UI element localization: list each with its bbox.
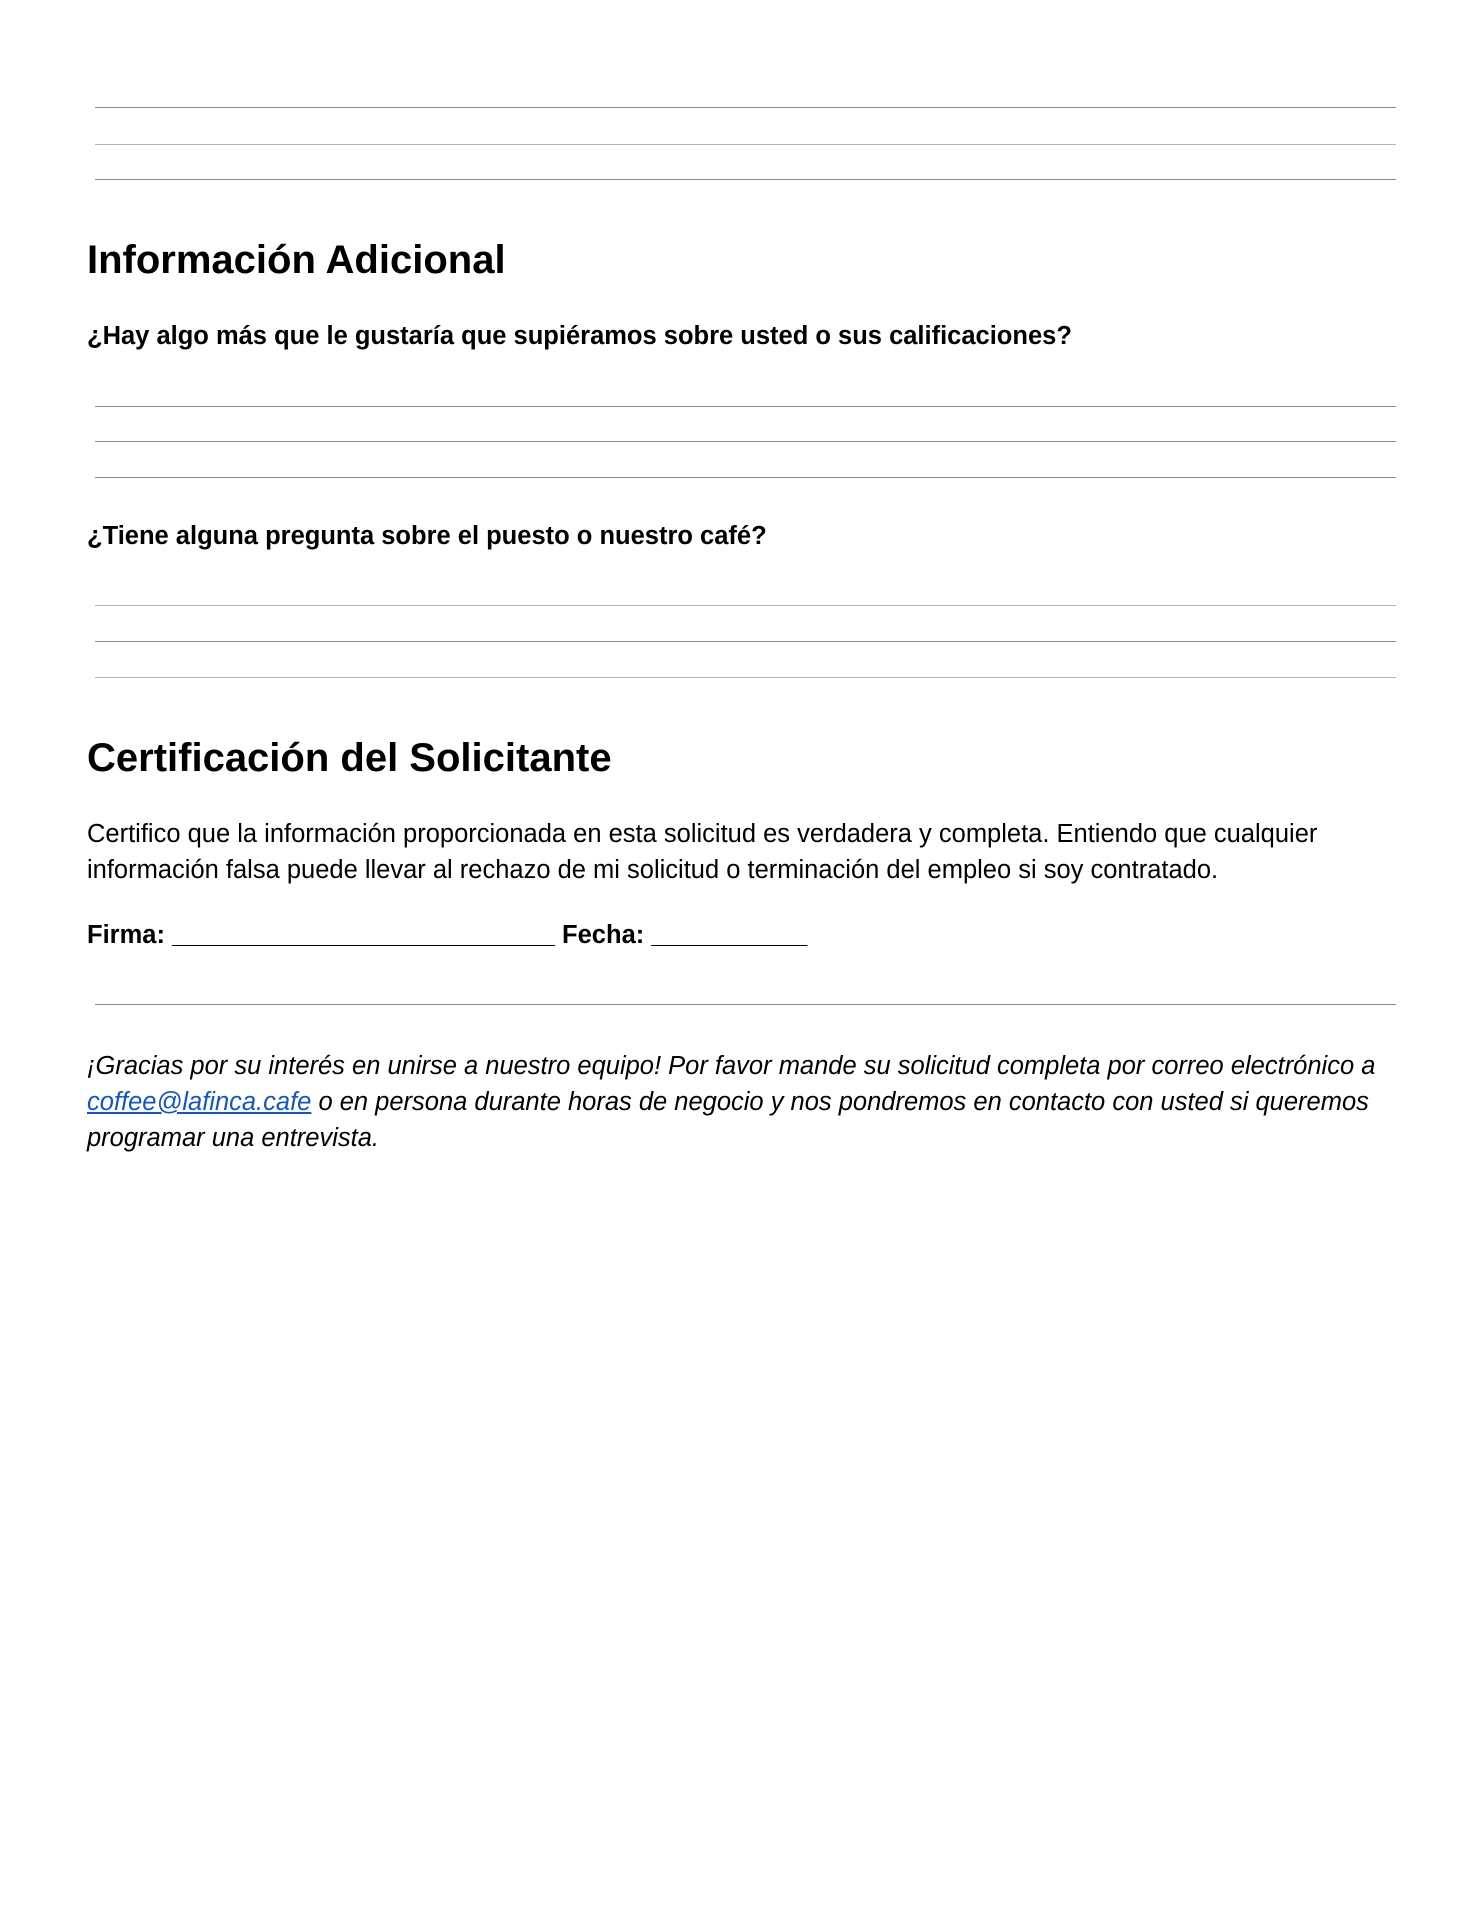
question-about-position: ¿Tiene alguna pregunta sobre el puesto o nuestro café? — [87, 522, 767, 550]
closing-text-after: o en persona durante horas de negocio y nos pondremos en contacto con usted si queremos programar una entrevista. — [87, 1088, 1369, 1152]
answer-line[interactable] — [95, 605, 1396, 606]
horizontal-divider — [95, 1004, 1396, 1005]
date-label: Fecha: — [562, 921, 645, 949]
answer-line[interactable] — [95, 144, 1396, 145]
date-field[interactable]: ___________ — [651, 921, 808, 949]
answer-line[interactable] — [95, 441, 1396, 442]
section-heading-certification: Certificación del Solicitante — [87, 736, 612, 780]
answer-line[interactable] — [95, 677, 1396, 678]
email-link[interactable]: coffee@lafinca.cafe — [87, 1088, 312, 1116]
certification-statement: Certifico que la información proporcionada en esta solicitud es verdadera y completa. Entiendo que cualquier información falsa puede llevar al rechazo de mi solicitud o terminación del empleo si soy contratado. — [87, 820, 1318, 884]
section-heading-additional-info: Información Adicional — [87, 238, 506, 282]
signature-field[interactable]: ___________________________ — [172, 921, 555, 949]
closing-text-before: ¡Gracias por su interés en unirse a nuestro equipo! Por favor mande su solicitud completa por correo electrónico a — [87, 1052, 1376, 1080]
signature-row — [87, 917, 807, 953]
closing-message — [87, 1048, 1417, 1156]
question-more-about-you: ¿Hay algo más que le gustaría que supiéramos sobre usted o sus calificaciones? — [87, 322, 1072, 350]
answer-line[interactable] — [95, 107, 1396, 108]
answer-line[interactable] — [95, 477, 1396, 478]
answer-line[interactable] — [95, 406, 1396, 407]
answer-line[interactable] — [95, 641, 1396, 642]
signature-label: Firma: — [87, 921, 165, 949]
answer-line[interactable] — [95, 179, 1396, 180]
